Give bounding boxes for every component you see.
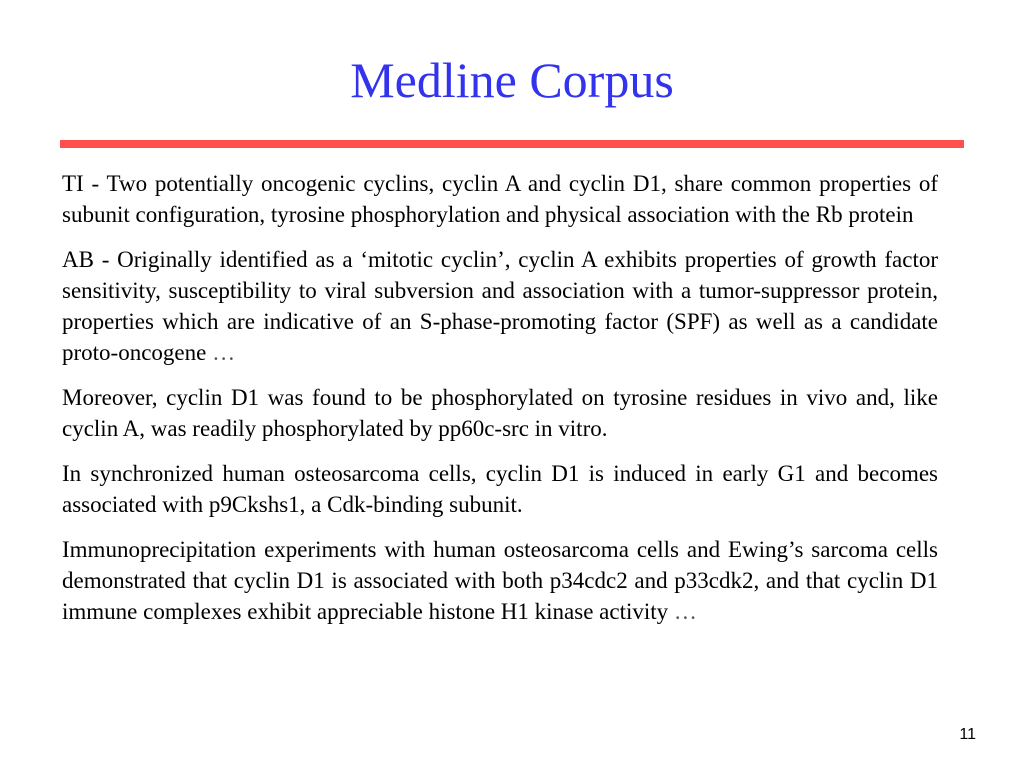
paragraph-immunoprecipitation (62, 534, 938, 627)
page-number: 11 (959, 726, 976, 743)
paragraph-title-record (62, 168, 938, 230)
ellipsis: … (212, 340, 236, 365)
title-divider (60, 140, 964, 148)
slide-body (62, 168, 938, 641)
paragraph-text: Immunoprecipitation experiments with human osteosarcoma cells and Ewing’s sarcoma cells demonstrated that cyclin D1 is associated with both p34cdc2 and p33cdk2, and that cyclin D1 immune complexes exhibit appreciable histone H1 kinase activity (62, 537, 938, 624)
ellipsis: … (673, 599, 697, 624)
paragraph-text: In synchronized human osteosarcoma cells, cyclin D1 is induced in early G1 and becomes associated with p9Ckshs1, a Cdk-binding subunit. (62, 461, 938, 517)
slide-title: Medline Corpus (350, 52, 674, 108)
paragraph-text: TI - Two potentially oncogenic cyclins, cyclin A and cyclin D1, share common properties of subunit configuration, tyrosine phosphorylation and physical association with the Rb protein (62, 171, 938, 227)
paragraph-moreover (62, 382, 938, 444)
paragraph-text: AB - Originally identified as a ‘mitotic cyclin’, cyclin A exhibits properties of growth factor sensitivity, susceptibility to viral subversion and association with a tumor-suppressor protein, properties which are indicative of an S-phase-promoting factor (SPF) as well as a candidate proto-oncogene (62, 247, 938, 365)
paragraph-abstract (62, 244, 938, 368)
paragraph-synchronized (62, 458, 938, 520)
paragraph-text: Moreover, cyclin D1 was found to be phosphorylated on tyrosine residues in vivo and, like cyclin A, was readily phosphorylated by pp60c-src in vitro. (62, 385, 938, 441)
